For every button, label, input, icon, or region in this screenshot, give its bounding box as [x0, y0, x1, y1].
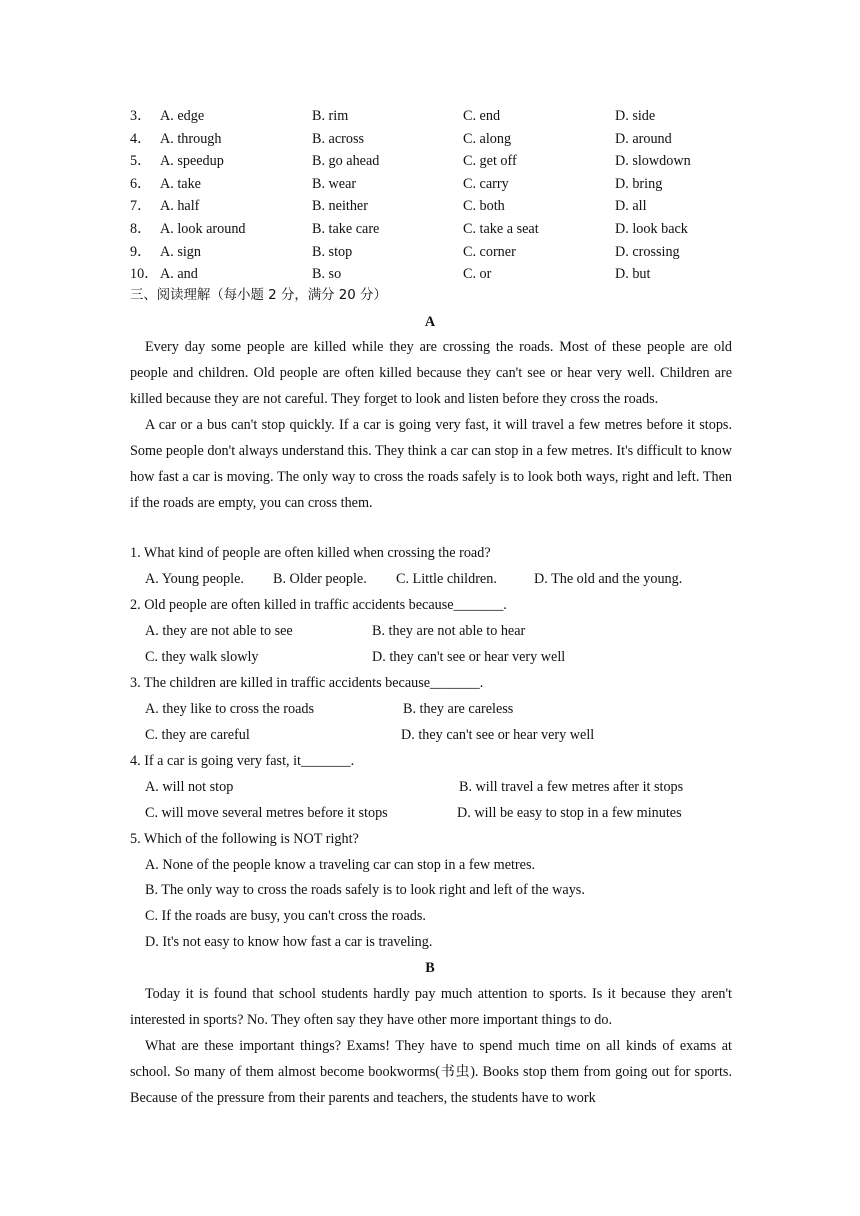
option-d: D. side — [615, 108, 656, 124]
q5-option-a: A. None of the people know a traveling car can stop in a few metres. — [145, 857, 536, 873]
option-c: C. carry — [463, 176, 509, 192]
option-a: A. sign — [160, 244, 201, 260]
option-c: C. take a seat — [463, 221, 539, 237]
option-c: C. corner — [463, 244, 516, 260]
option-d: D. bring — [615, 176, 663, 192]
q1-option-d: D. The old and the young. — [534, 571, 683, 587]
option-b: B. so — [312, 266, 342, 282]
q3-option-a: A. they like to cross the roads — [145, 701, 315, 717]
option-d: D. all — [615, 198, 647, 214]
option-row — [130, 105, 750, 127]
option-d: D. look back — [615, 221, 688, 237]
q3-option-c: C. they are careful — [145, 727, 250, 743]
q4-option-b: B. will travel a few metres after it stops — [459, 779, 684, 795]
q4-option-d: D. will be easy to stop in a few minutes — [457, 805, 682, 821]
option-row — [130, 173, 750, 195]
q2-option-a: A. they are not able to see — [145, 623, 293, 639]
question-5: 5. Which of the following is NOT right? — [130, 831, 359, 847]
option-c: C. along — [463, 131, 512, 147]
passage-b-paragraph-1: Today it is found that school students hardly pay much attention to sports. Is it because they aren't interested in sports? No. They often say they have other more important things to do. — [130, 986, 732, 1028]
option-b: B. neither — [312, 198, 368, 214]
q1-option-c: C. Little children. — [396, 571, 497, 587]
option-a: A. look around — [160, 221, 246, 237]
question-1: 1. What kind of people are often killed when crossing the road? — [130, 545, 491, 561]
passage-b-body — [130, 981, 732, 1111]
passage-a-paragraph-1: Every day some people are killed while they are crossing the roads. Most of these people are old people and children. Old people are often killed because they can't see or hear very well. Children are killed because they are not careful. They forget to look and listen before they cross the roads. — [130, 339, 732, 407]
question-number: 10． — [130, 266, 159, 282]
q2-option-b: B. they are not able to hear — [372, 623, 526, 639]
q2-option-d: D. they can't see or hear very well — [372, 649, 566, 665]
option-a: A. half — [160, 198, 200, 214]
question-number: 4． — [130, 131, 152, 147]
q4-option-c: C. will move several metres before it stops — [145, 805, 388, 821]
option-row — [130, 195, 750, 217]
option-c: C. or — [463, 266, 492, 282]
question-number: 5． — [130, 153, 152, 169]
option-b: B. wear — [312, 176, 357, 192]
passage-a-body — [130, 334, 732, 516]
option-a: A. edge — [160, 108, 205, 124]
option-d: D. but — [615, 266, 651, 282]
q2-option-c: C. they walk slowly — [145, 649, 259, 665]
q4-option-a: A. will not stop — [145, 779, 234, 795]
option-b: B. go ahead — [312, 153, 380, 169]
question-4: 4. If a car is going very fast, it_______. — [130, 753, 355, 769]
passage-b-label: B — [425, 960, 435, 976]
q1-option-a: A. Young people. — [145, 571, 244, 587]
option-d: D. crossing — [615, 244, 680, 260]
question-3: 3. The children are killed in traffic accidents because_______. — [130, 675, 484, 691]
option-row — [130, 128, 750, 150]
option-b: B. stop — [312, 244, 353, 260]
option-row — [130, 241, 750, 263]
q5-option-d: D. It's not easy to know how fast a car is traveling. — [145, 934, 433, 950]
option-c: C. end — [463, 108, 501, 124]
question-number: 8． — [130, 221, 152, 237]
q1-option-b: B. Older people. — [273, 571, 367, 587]
q3-option-d: D. they can't see or hear very well — [401, 727, 595, 743]
q5-option-c: C. If the roads are busy, you can't cross the roads. — [145, 908, 426, 924]
passage-a-paragraph-2: A car or a bus can't stop quickly. If a car is going very fast, it will travel a few metres before it stops. Some people don't always understand this. They think a car can stop in a few metres. It's difficult to know how fast a car is moving. The only way to cross the roads safely is to look both ways, right and left. Then if the roads are empty, you can cross them. — [130, 417, 732, 511]
option-a: A. through — [160, 131, 222, 147]
q5-option-b: B. The only way to cross the roads safely is to look right and left of the ways. — [145, 882, 585, 898]
question-number: 6． — [130, 176, 152, 192]
question-number: 3． — [130, 108, 152, 124]
option-row — [130, 150, 750, 172]
option-d: D. slowdown — [615, 153, 691, 169]
option-c: C. both — [463, 198, 505, 214]
passage-b-paragraph-2: What are these important things? Exams! They have to spend much time on all kinds of exams at school. So many of them almost become bookworms(书虫). Books stop them from going out for sports. Because of the pressure from their parents and teachers, the students have to work — [130, 1038, 732, 1106]
question-2: 2. Old people are often killed in traffic accidents because_______. — [130, 597, 507, 613]
section-title: 三、阅读理解（每小题 2 分，满分 20 分） — [130, 288, 387, 303]
option-row — [130, 263, 750, 285]
option-b: B. rim — [312, 108, 349, 124]
option-d: D. around — [615, 131, 672, 147]
passage-a-label: A — [424, 314, 436, 330]
option-a: A. speedup — [160, 153, 224, 169]
option-row — [130, 218, 750, 240]
question-number: 9． — [130, 244, 152, 260]
option-a: A. take — [160, 176, 201, 192]
question-number: 7． — [130, 198, 152, 214]
option-b: B. across — [312, 131, 365, 147]
option-b: B. take care — [312, 221, 380, 237]
q3-option-b: B. they are careless — [403, 701, 514, 717]
option-a: A. and — [160, 266, 198, 282]
option-c: C. get off — [463, 153, 517, 169]
